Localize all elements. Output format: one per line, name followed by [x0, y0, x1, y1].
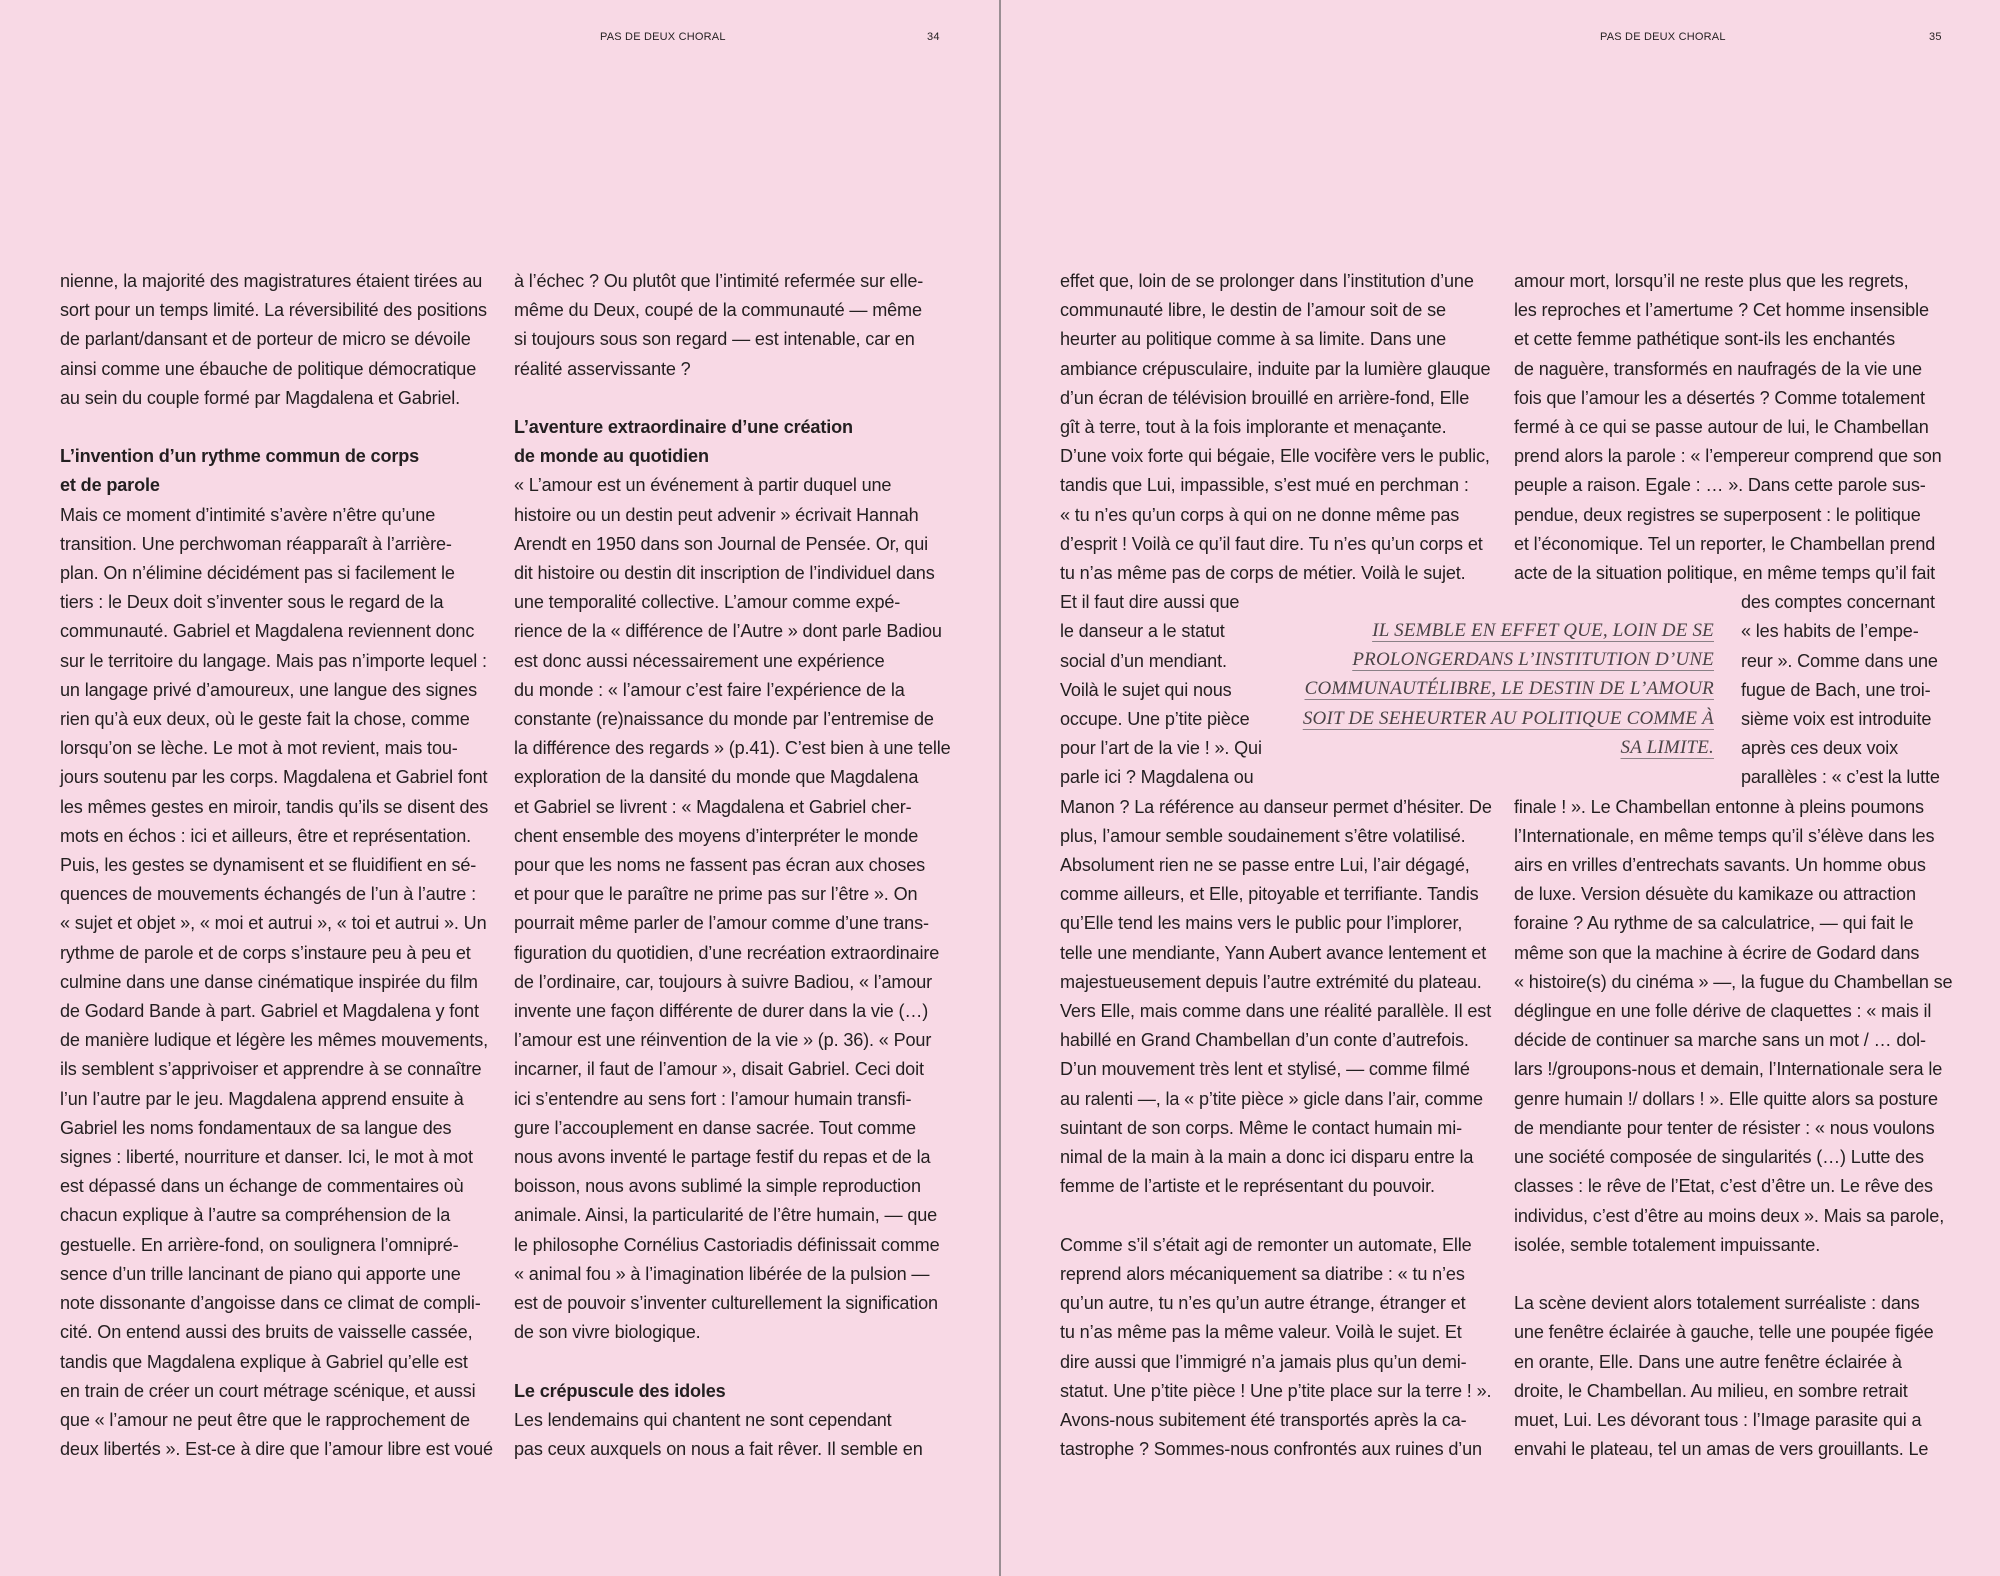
text-line: invente une façon différente de durer dans la vie (…) — [514, 1001, 929, 1022]
text-line: même du Deux, coupé de la communauté — même — [514, 300, 922, 321]
text-line: de monde au quotidien — [514, 446, 709, 467]
text-line: Puis, les gestes se dynamisent et se fluidifient en sé- — [60, 855, 477, 876]
text-line: signes : liberté, nourriture et danser. Ici, le mot à mot — [60, 1147, 473, 1168]
text-line: sur le territoire du langage. Mais pas n’importe lequel : — [60, 650, 487, 671]
text-line: une temporalité collective. L’amour comme expé- — [514, 592, 901, 613]
text-line: nous avons inventé le partage festif du repas et de la — [514, 1147, 931, 1168]
text-line: lorsqu’on se lèche. Le mot à mot revient, mais tou- — [60, 738, 458, 759]
paragraph — [1514, 1289, 1942, 1464]
text-line: en train de créer un court métrage scénique, et aussi — [60, 1380, 476, 1401]
text-line: l’Internationale, en même temps qu’il s’élève dans les — [1514, 825, 1935, 846]
text-line: occupe. Une p’tite pièce — [1060, 709, 1250, 730]
text-line: le danseur a le statut — [1060, 621, 1225, 642]
running-head: PAS DE DEUX CHORAL — [600, 31, 726, 43]
paragraph — [1060, 267, 1491, 588]
text-line: au sein du couple formé par Magdalena et Gabriel. — [60, 387, 461, 408]
text-line: mots en échos : ici et ailleurs, être et représentation. — [60, 825, 471, 846]
text-line: L’aventure extraordinaire d’une création — [514, 417, 853, 437]
text-line: transition. Une perchwoman réapparaît à l’arrière- — [60, 533, 452, 554]
text-line: constante (re)naissance du monde par l’entremise de — [514, 709, 934, 730]
text-line: plan. On n’élimine décidément pas si facilement le — [60, 563, 455, 584]
text-line: histoire ou un destin peut advenir » écrivait Hannah — [514, 504, 919, 525]
text-line: pendue, deux registres se superposent : le politique — [1514, 504, 1921, 525]
text-line: droite, le Chambellan. Au milieu, en sombre retrait — [1514, 1380, 1908, 1401]
text-line: est dépassé dans un échange de commentaires où — [60, 1176, 464, 1197]
text-line: heurter au politique comme à sa limite. Dans une — [1060, 329, 1447, 350]
column-2 — [514, 267, 951, 1464]
text-line: de Godard Bande à part. Gabriel et Magdalena y font — [60, 1001, 479, 1022]
paragraph — [514, 1406, 942, 1464]
text-line: les reproches et l’amertume ? Cet homme insensible — [1514, 300, 1929, 321]
text-line: majestueusement depuis l’autre extrémité du plateau. — [1060, 971, 1482, 992]
text-line: D’un mouvement très lent et stylisé, — comme filmé — [1060, 1059, 1470, 1080]
page-number: 35 — [1929, 31, 1942, 43]
text-line: le philosophe Cornélius Castoriadis définissait comme — [514, 1234, 940, 1255]
paragraph — [514, 267, 942, 384]
text-line: gestuelle. En arrière-fond, on soulignera l’omnipré- — [60, 1234, 459, 1255]
text-line: tandis que Magdalena explique à Gabriel qu’elle est — [60, 1351, 468, 1372]
text-line: tastrophe ? Sommes-nous confrontés aux ruines d’un — [1060, 1439, 1482, 1460]
text-line: exploration de la dansité du monde que Magdalena — [514, 767, 919, 788]
text-line: Arendt en 1950 dans son Journal de Pensée. Or, qui — [514, 533, 928, 554]
text-line: rience de la « différence de l’Autre » dont parle Badiou — [514, 621, 942, 642]
text-line: tiers : le Deux doit s’inventer sous le regard de la — [60, 592, 444, 613]
text-line: et cette femme pathétique sont-ils les enchantés — [1514, 329, 1896, 350]
text-line: tandis que Lui, impassible, s’est mué en perchman : — [1060, 475, 1469, 496]
text-line: rythme de parole et de corps s’instaure peu à peu et — [60, 942, 471, 963]
pull-quote-line: LIBRE, LE DESTIN DE L’AMOUR SOIT DE SE — [1302, 678, 1714, 729]
text-line: finale ! ». Le Chambellan entonne à pleins poumons — [1514, 796, 1924, 817]
text-line: boisson, nous avons sublimé la simple reproduction — [514, 1176, 921, 1197]
text-line: tu n’as même pas de corps de métier. Voilà le sujet. — [1060, 563, 1466, 584]
text-line: plus, l’amour semble soudainement s’être volatilisé. — [1060, 825, 1466, 846]
text-line: cité. On entend aussi des bruits de vaisselle cassée, — [60, 1322, 473, 1343]
text-line: les mêmes gestes en miroir, tandis qu’ils se disent des — [60, 796, 489, 817]
text-line: genre humain !/ dollars ! ». Elle quitte alors sa posture — [1514, 1088, 1938, 1109]
text-line: incarner, il faut de l’amour », disait Gabriel. Ceci doit — [514, 1059, 924, 1080]
text-line: animale. Ainsi, la particularité de l’être humain, — que — [514, 1205, 938, 1226]
text-line: chacun explique à l’autre sa compréhension de la — [60, 1205, 451, 1226]
right-column-1 — [1060, 267, 1492, 1464]
paragraph — [514, 471, 951, 1347]
text-line: dit histoire ou destin dit inscription de l’individuel dans — [514, 563, 935, 584]
text-line: Manon ? La référence au danseur permet d’hésiter. De — [1060, 796, 1492, 817]
right-column-2 — [1514, 267, 1953, 1464]
text-line: social d’un mendiant. — [1060, 650, 1227, 671]
text-line: en orante, Elle. Dans une autre fenêtre éclairée à — [1514, 1351, 1902, 1372]
text-line: et pour que le paraître ne prime pas sur l’être ». On — [514, 884, 918, 905]
paragraph — [1060, 1231, 1492, 1465]
text-line: de manière ludique et légère les mêmes mouvements, — [60, 1030, 488, 1051]
text-line: deux libertés ». Est-ce à dire que l’amour libre est voué — [60, 1439, 493, 1460]
text-line: parallèles : « c’est la lutte — [1741, 767, 1940, 788]
text-line: de parlant/dansant et de porteur de micro se dévoile — [60, 329, 471, 350]
text-line: chent ensemble des moyens d’interpréter le monde — [514, 825, 919, 846]
paragraph — [1514, 793, 1953, 1260]
text-line: même son que la machine à écrire de Godard dans — [1514, 942, 1920, 963]
text-line: après ces deux voix — [1741, 738, 1899, 759]
text-line: sence d’un trille lancinant de piano qui apporte une — [60, 1263, 461, 1284]
text-line: reprend alors mécaniquement sa diatribe : « tu n’es — [1060, 1263, 1465, 1284]
text-line: quences de mouvements échangés de l’un à l’autre : — [60, 884, 476, 905]
paragraph — [1060, 793, 1492, 1202]
text-line: et l’économique. Tel un reporter, le Chambellan prend — [1514, 533, 1936, 554]
text-line: ainsi comme une ébauche de politique démocratique — [60, 358, 477, 379]
text-line: « histoire(s) du cinéma » —, la fugue du Chambellan se — [1514, 971, 1953, 992]
text-line: telle une mendiante, Yann Aubert avance lentement et — [1060, 942, 1487, 963]
text-line: Voilà le sujet qui nous — [1060, 679, 1232, 700]
text-line: Absolument rien ne se passe entre Lui, l’air dégagé, — [1060, 855, 1470, 876]
text-line: communauté libre, le destin de l’amour soit de se — [1060, 300, 1446, 321]
text-line: et de parole — [60, 475, 160, 496]
text-line: de naguère, transformés en naufragés de la vie une — [1514, 358, 1922, 379]
text-line: une société composée de singularités (…) Lutte des — [1514, 1147, 1924, 1168]
text-line: de luxe. Version désuète du kamikaze ou attraction — [1514, 884, 1916, 905]
text-line: femme de l’artiste et le représentant du pouvoir. — [1060, 1176, 1435, 1197]
pull-quote — [1290, 616, 1714, 762]
text-line: figuration du quotidien, d’une recréation extraordinaire — [514, 942, 940, 963]
text-line: L’invention d’un rythme commun de corps — [60, 446, 420, 467]
text-line: pourrait même parler de l’amour comme d’une trans- — [514, 913, 929, 934]
text-line: lars !/groupons-nous et demain, l’Internationale sera le — [1514, 1059, 1943, 1080]
text-line: si toujours sous son regard — est intenable, car en — [514, 329, 915, 350]
text-line: airs en vrilles d’entrechats savants. Un homme obus — [1514, 855, 1926, 876]
text-line: fois que l’amour les a désertés ? Comme totalement — [1514, 387, 1925, 408]
text-line: dire aussi que l’immigré n’a jamais plus qu’un demi- — [1060, 1351, 1467, 1372]
text-line: tu n’as même pas la même valeur. Voilà le sujet. Et — [1060, 1322, 1462, 1343]
text-line: « tu n’es qu’un corps à qui on ne donne même pas — [1060, 504, 1460, 525]
paragraph — [1514, 267, 1942, 588]
text-line: communauté. Gabriel et Magdalena reviennent donc — [60, 621, 475, 642]
paragraph — [60, 501, 493, 1465]
text-line: nienne, la majorité des magistratures étaient tirées au — [60, 271, 483, 291]
text-line: Vers Elle, mais comme dans une réalité parallèle. Il est — [1060, 1001, 1492, 1022]
text-line: un langage privé d’amoureux, une langue des signes — [60, 679, 477, 700]
text-line: ambiance crépusculaire, induite par la lumière glauque — [1060, 358, 1491, 379]
section-heading — [514, 413, 942, 471]
text-line: l’un l’autre par le jeu. Magdalena apprend ensuite à — [60, 1088, 464, 1109]
column-1 — [60, 267, 493, 1464]
text-line: note dissonante d’angoisse dans ce climat de compli- — [60, 1293, 481, 1314]
text-line: gure l’accouplement en danse sacrée. Tout comme — [514, 1117, 916, 1138]
text-line: fermé à ce qui se passe autour de lui, le Chambellan — [1514, 417, 1929, 438]
text-line: isolée, semble totalement impuissante. — [1514, 1234, 1821, 1255]
text-line: Comme s’il s’était agi de remonter un automate, Elle — [1060, 1234, 1472, 1255]
text-line: foraine ? Au rythme de sa calculatrice, — qui fait le — [1514, 913, 1914, 934]
text-line: pour l’art de la vie ! ». Qui — [1060, 738, 1262, 759]
text-line: Et il faut dire aussi que — [1060, 592, 1240, 613]
text-line: Le crépuscule des idoles — [514, 1380, 726, 1401]
text-line: parle ici ? Magdalena ou — [1060, 767, 1254, 788]
text-line: « les habits de l’empe- — [1741, 621, 1919, 642]
text-line: acte de la situation politique, en même temps qu’il fait — [1514, 563, 1936, 584]
text-line: pour que les noms ne fassent pas écran aux choses — [514, 855, 926, 876]
text-line: suintant de son corps. Même le contact humain mi- — [1060, 1117, 1462, 1138]
text-line: au ralenti —, la « p’tite pièce » gicle dans l’air, comme — [1060, 1088, 1483, 1109]
text-line: fugue de Bach, une troi- — [1741, 679, 1931, 700]
text-line: sort pour un temps limité. La réversibilité des positions — [60, 300, 487, 321]
text-line: une fenêtre éclairée à gauche, telle une poupée figée — [1514, 1322, 1934, 1343]
text-line: qu’un autre, tu n’es qu’un autre étrange, étranger et — [1060, 1293, 1466, 1314]
text-line: l’amour est une réinvention de la vie » (p. 36). « Pour — [514, 1030, 932, 1051]
left-page — [0, 0, 999, 1576]
text-line: jours soutenu par les corps. Magdalena et Gabriel font — [60, 767, 488, 788]
text-line: classes : le rêve de l’Etat, c’est d’être un. Le rêve des — [1514, 1176, 1933, 1197]
text-line: « L’amour est un événement à partir duquel une — [514, 475, 892, 496]
text-line: des comptes concernant — [1741, 592, 1935, 613]
text-line: « animal fou » à l’imagination libérée de la pulsion — — [514, 1263, 930, 1284]
text-line: amour mort, lorsqu’il ne reste plus que les regrets, — [1514, 271, 1909, 291]
text-line: peuple a raison. Egale : … ». Dans cette parole sus- — [1514, 475, 1926, 496]
section-heading — [60, 442, 488, 500]
text-line: pas ceux auxquels on nous a fait rêver. Il semble en — [514, 1439, 923, 1460]
text-line: du monde : « l’amour c’est faire l’expérience de la — [514, 679, 905, 700]
text-line: la différence des regards » (p.41). C’est bien à une telle — [514, 738, 951, 759]
paragraph — [60, 267, 488, 413]
text-line: habillé en Grand Chambellan d’un conte d’autrefois. — [1060, 1030, 1469, 1051]
text-line: reur ». Comme dans une — [1741, 650, 1938, 671]
text-line: individus, c’est d’être au moins deux ». Mais sa parole, — [1514, 1205, 1945, 1226]
text-line: effet que, loin de se prolonger dans l’institution d’une — [1060, 271, 1474, 291]
pull-quote-line: IL SEMBLE EN EFFET QUE, LOIN DE SE PROLONGER — [1352, 620, 1714, 671]
text-line: Les lendemains qui chantent ne sont cependant — [514, 1409, 892, 1430]
text-line: de mendiante pour tenter de résister : « nous voulons — [1514, 1117, 1935, 1138]
text-line: qu’Elle tend les mains vers le public pour l’implorer, — [1060, 913, 1463, 934]
text-line: envahi le plateau, tel un amas de vers grouillants. Le — [1514, 1439, 1929, 1460]
text-line: de l’ordinaire, car, toujours à suivre Badiou, « l’amour — [514, 971, 933, 992]
running-head: PAS DE DEUX CHORAL — [1600, 31, 1726, 43]
text-line: comme ailleurs, et Elle, pitoyable et terrifiante. Tandis — [1060, 884, 1479, 905]
text-line: d’esprit ! Voilà ce qu’il faut dire. Tu n’es qu’un corps et — [1060, 533, 1483, 554]
section-heading — [514, 1377, 942, 1406]
text-line: déglingue en une folle dérive de claquettes : « mais il — [1514, 1001, 1932, 1022]
text-line: prend alors la parole : « l’empereur comprend que son — [1514, 446, 1942, 467]
text-line: statut. Une p’tite pièce ! Une p’tite place sur la terre ! ». — [1060, 1380, 1492, 1401]
text-line: D’une voix forte qui bégaie, Elle vocifère vers le public, — [1060, 446, 1490, 467]
text-line: ils semblent s’apprivoiser et apprendre à se connaître — [60, 1059, 482, 1080]
text-line: « sujet et objet », « moi et autrui », « toi et autrui ». Un — [60, 913, 487, 934]
text-line: nimal de la main à la main a donc ici disparu entre la — [1060, 1147, 1474, 1168]
text-line: La scène devient alors totalement surréaliste : dans — [1514, 1293, 1920, 1314]
page-number: 34 — [927, 31, 940, 43]
text-line: réalité asservissante ? — [514, 358, 691, 379]
text-line: sième voix est introduite — [1741, 709, 1932, 730]
pull-quote-line: HEURTER AU POLITIQUE COMME À SA LIMITE. — [1400, 707, 1714, 758]
text-line: et Gabriel se livrent : « Magdalena et Gabriel cher- — [514, 796, 912, 817]
text-line: est donc aussi nécessairement une expérience — [514, 650, 885, 671]
text-line: muet, Lui. Les dévorant tous : l’Image parasite qui a — [1514, 1409, 1922, 1430]
text-line: que « l’amour ne peut être que le rapprochement de — [60, 1409, 470, 1430]
text-line: Gabriel les noms fondamentaux de sa langue des — [60, 1117, 452, 1138]
text-line: est de pouvoir s’inventer culturellement la signification — [514, 1293, 938, 1314]
text-line: décide de continuer sa marche sans un mot / … dol- — [1514, 1030, 1926, 1051]
text-line: de son vivre biologique. — [514, 1322, 701, 1343]
text-line: culmine dans une danse cinématique inspirée du film — [60, 971, 478, 992]
text-line: Mais ce moment d’intimité s’avère n’être qu’une — [60, 504, 436, 525]
text-line: Avons-nous subitement été transportés après la ca- — [1060, 1409, 1467, 1430]
text-line: à l’échec ? Ou plutôt que l’intimité refermée sur elle- — [514, 271, 924, 291]
text-line: d’un écran de télévision brouillé en arrière-fond, Elle — [1060, 387, 1470, 408]
text-line: ici s’entendre au sens fort : l’amour humain transfi- — [514, 1088, 912, 1109]
text-line: rien qu’à eux deux, où le geste fait la chose, comme — [60, 709, 470, 730]
text-line: gît à terre, tout à la fois implorante et menaçante. — [1060, 417, 1447, 438]
pull-quote-line: DANS L’INSTITUTION D’UNE COMMUNAUTÉ — [1304, 649, 1714, 700]
